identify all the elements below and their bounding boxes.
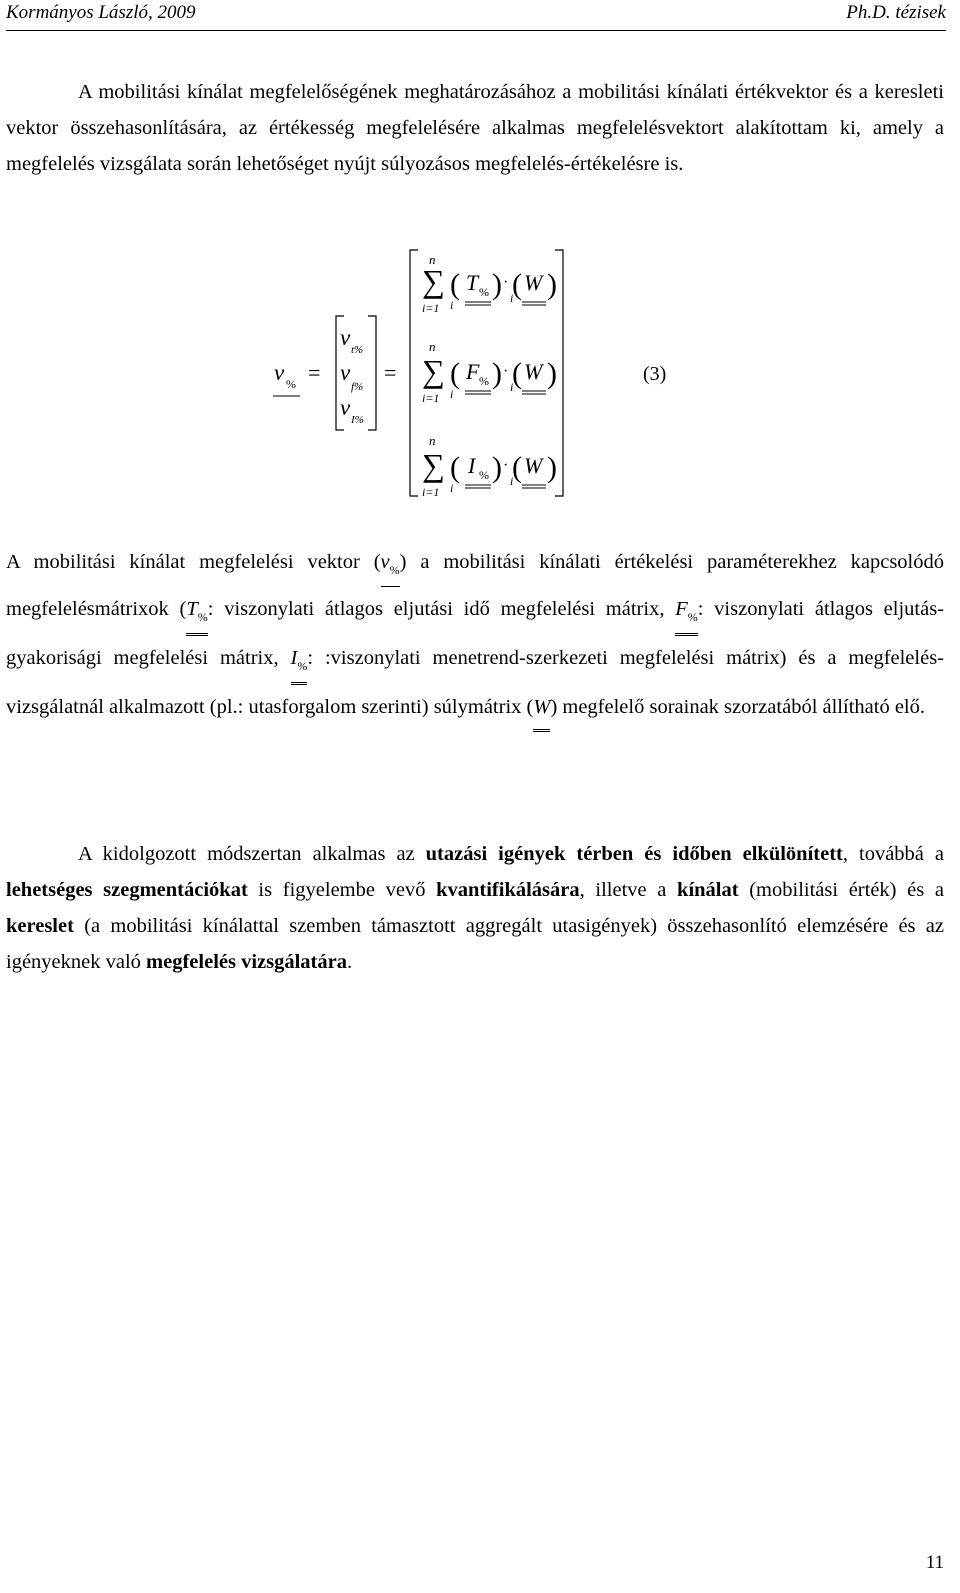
bold-phrase-6: megfelelés vizsgálatára [146, 951, 347, 973]
eq-row3-dot: · [503, 457, 509, 474]
eq-vec-v3: v [340, 395, 351, 420]
matrix-F-symbol: $F_{\%}$ [675, 587, 698, 636]
eq-row1-w-dbl [522, 302, 546, 305]
eq-vector [336, 316, 396, 430]
eq-row-3 [422, 433, 557, 499]
p2-text-6: ) megfelelő sorainak szorzatából állítható elő. [550, 696, 925, 718]
eq-row2-paren2-l: ( [512, 357, 522, 390]
intro-paragraph: A mobilitási kínálat megfelelőségének meghatározásához a mobilitási kínálati értékvektor és a keresleti vektor összehasonlítására, az értékesség megfelelésére alkalmas megfelelésvektort alakítottam ki, amely a megfelelés vizsgálata során lehetőséget nyújt súlyozásos megfelelés-értékelésre is. [6, 81, 944, 175]
eq-equals-2: = [384, 360, 397, 385]
matrix-W-symbol: W [533, 685, 550, 732]
conclusion-paragraph: A kidolgozott módszertan alkalmas az utazási igények térben és időben elkülönített, továbbá a lehetséges szegmentációkat is figyelembe vevő kvantifikálására, illetve a kínálat (mobilitási érték) és a kereslet (a mobilitási kínálattal szemben támasztott aggregált utasigények) összehasonlító elemzésére és az igényeknek való megfelelés vizsgálatára. [6, 843, 944, 973]
eq-row2-lower: i=1 [422, 391, 440, 405]
explanation-paragraph [6, 540, 944, 732]
eq-row1-n: n [429, 252, 436, 267]
header-doc-type: Ph.D. tézisek [846, 2, 946, 23]
eq-row1-paren2-r: ) [547, 268, 557, 301]
eq-number: (3) [643, 363, 667, 385]
eq-row2-i2: i [510, 380, 514, 394]
eq-row2-matrix: F [466, 359, 480, 384]
eq-row3-paren-r: ) [492, 451, 502, 484]
bold-phrase-3: kvantifikálására [436, 879, 580, 901]
matrix-I-symbol: $I_{\%}$ [291, 636, 308, 685]
eq-lhs-v: v [274, 360, 285, 385]
eq-vec-sub1: t% [351, 344, 364, 356]
bold-phrase-1: utazási igények térben és időben elkülönített [425, 843, 843, 865]
eq-row3-paren2-r: ) [547, 451, 557, 484]
page-number: 11 [925, 1552, 944, 1573]
eq-row1-paren2-l: ( [512, 268, 522, 301]
eq-row1-lower: i=1 [422, 301, 440, 315]
bold-phrase-4: kínálat [677, 879, 739, 901]
eq-equals-1: = [308, 360, 321, 385]
eq-vector-bracket-right [368, 316, 376, 430]
eq-row-2 [422, 339, 557, 405]
eq-row1-dot: · [503, 274, 509, 291]
eq-vec-v1: v [340, 325, 351, 350]
eq-row2-sigma: ∑ [422, 353, 445, 389]
eq-row2-weight: W [524, 359, 543, 384]
eq-row1-weight: W [524, 270, 543, 295]
eq-row2-paren-l: ( [450, 357, 460, 390]
eq-row1-i1: i [450, 298, 454, 312]
eq-row1-dbl [465, 302, 491, 305]
eq-lhs-sub: % [286, 377, 296, 391]
eq-row2-paren2-r: ) [547, 357, 557, 390]
p2-text-3: : viszonylati átlagos eljutási idő megfelelési mátrix, [207, 598, 665, 620]
eq-row3-n: n [429, 433, 436, 448]
eq-row-1 [422, 252, 557, 315]
eq-matrix-bracket-left [410, 250, 418, 496]
eq-row1-sub: % [479, 285, 489, 299]
eq-row1-sigma: ∑ [422, 263, 445, 299]
p2-text-2: ) a mobilitási kínálati értékelési paraméterekhez kapcsolódó megfelelésmátrixok ( [6, 551, 944, 620]
eq-row3-lower: i=1 [422, 485, 440, 499]
eq-row3-paren2-l: ( [512, 451, 522, 484]
eq-row3-i2: i [510, 474, 514, 488]
eq-row3-sub: % [479, 468, 489, 482]
p2-text-1: A mobilitási kínálat megfelelési vektor ( [6, 551, 381, 573]
equation-3 [0, 240, 960, 515]
eq-row2-w-dbl [522, 391, 546, 394]
eq-row1-matrix: T [466, 270, 479, 295]
eq-vec-sub3: I% [351, 414, 364, 426]
eq-vec-sub2: f% [351, 381, 364, 393]
eq-row2-i1: i [450, 387, 454, 401]
p2-text-4: : viszonylati átlagos eljutás-gyakorisági megfelelési mátrix, [6, 598, 945, 669]
page-header [6, 2, 946, 26]
eq-lhs [273, 360, 320, 396]
eq-row2-paren-r: ) [492, 357, 502, 390]
header-author-year: Kormányos László, 2009 [6, 2, 196, 23]
p2-text-5: : :viszonylati menetrend-szerkezeti megfelelési mátrix) és a megfelelés-vizsgálatnál alkalmazott (pl.: utasforgalom szerinti) súlymátrix ( [6, 647, 945, 718]
eq-row2-n: n [429, 339, 436, 354]
header-rule [6, 30, 946, 31]
eq-row2-sub: % [479, 374, 489, 388]
eq-row1-paren-l: ( [450, 268, 460, 301]
vector-v-symbol: $v_{\%}$ [381, 540, 400, 587]
eq-row3-dbl [465, 485, 491, 488]
eq-row2-dbl [465, 391, 491, 394]
eq-row3-w-dbl [522, 485, 546, 488]
eq-row1-paren-r: ) [492, 268, 502, 301]
matrix-T-symbol: $T_{\%}$ [186, 587, 207, 636]
eq-row3-weight: W [524, 453, 543, 478]
eq-row1-i2: i [510, 291, 514, 305]
bold-phrase-5: kereslet [6, 915, 74, 937]
eq-row3-sigma: ∑ [422, 447, 445, 483]
eq-row2-dot: · [503, 363, 509, 380]
eq-vec-v2: v [340, 360, 351, 385]
eq-row3-i1: i [450, 481, 454, 495]
eq-row3-matrix: I [468, 453, 476, 478]
bold-phrase-2: lehetséges szegmentációkat [6, 879, 248, 901]
eq-row3-paren-l: ( [450, 451, 460, 484]
